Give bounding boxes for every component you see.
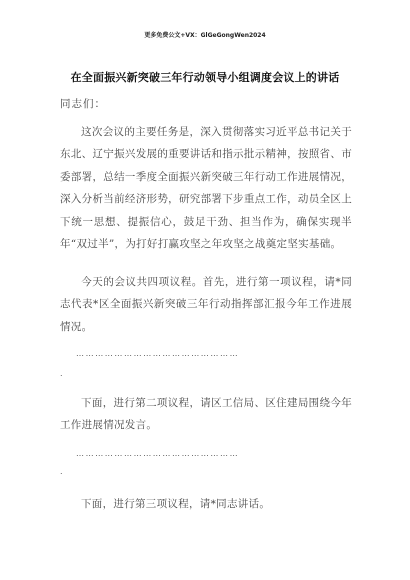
- paragraph: [60, 493, 352, 515]
- header-note: 更多免费公文+VX：GlGeGongWen2024: [144, 32, 266, 39]
- salutation: 同志们：: [60, 98, 106, 110]
- paragraph: [60, 271, 352, 338]
- paragraph: [60, 392, 352, 437]
- ellipsis-tail: .: [60, 369, 63, 378]
- paragraph-text: 下面，进行第三项议程，请*同志讲话。: [81, 498, 271, 510]
- paragraph-text: 这次会议的主要任务是，深入贯彻落实习近平总书记关于东北、辽宁振兴发展的重要讲话和指示批示精神，按照省、市委部署，总结一季度全面振兴新突破三年行动工作进展情况，深入分析当前经济形势，研究部署下步重点工作，动员全区上下统一思想、提振信心，鼓足干劲、担当作为，确保实现半年“双过半”，为打好打赢攻坚之年攻坚之战奠定坚实基础。: [60, 126, 352, 251]
- paragraph-text: 下面，进行第二项议程，请区工信局、区住建局围绕今年工作进展情况发言。: [60, 397, 352, 432]
- ellipsis-line: ……………………………………………: [76, 449, 240, 458]
- ellipsis-line: ……………………………………………: [76, 349, 240, 358]
- ellipsis-tail: .: [60, 467, 63, 476]
- paragraph: [60, 121, 352, 255]
- paragraph-text: 今天的会议共四项议程。首先，进行第一项议程，请*同志代表*区全面振兴新突破三年行动指挥部汇报今年工作进展情况。: [60, 276, 352, 333]
- document-title: 在全面振兴新突破三年行动领导小组调度会议上的讲话: [70, 71, 340, 84]
